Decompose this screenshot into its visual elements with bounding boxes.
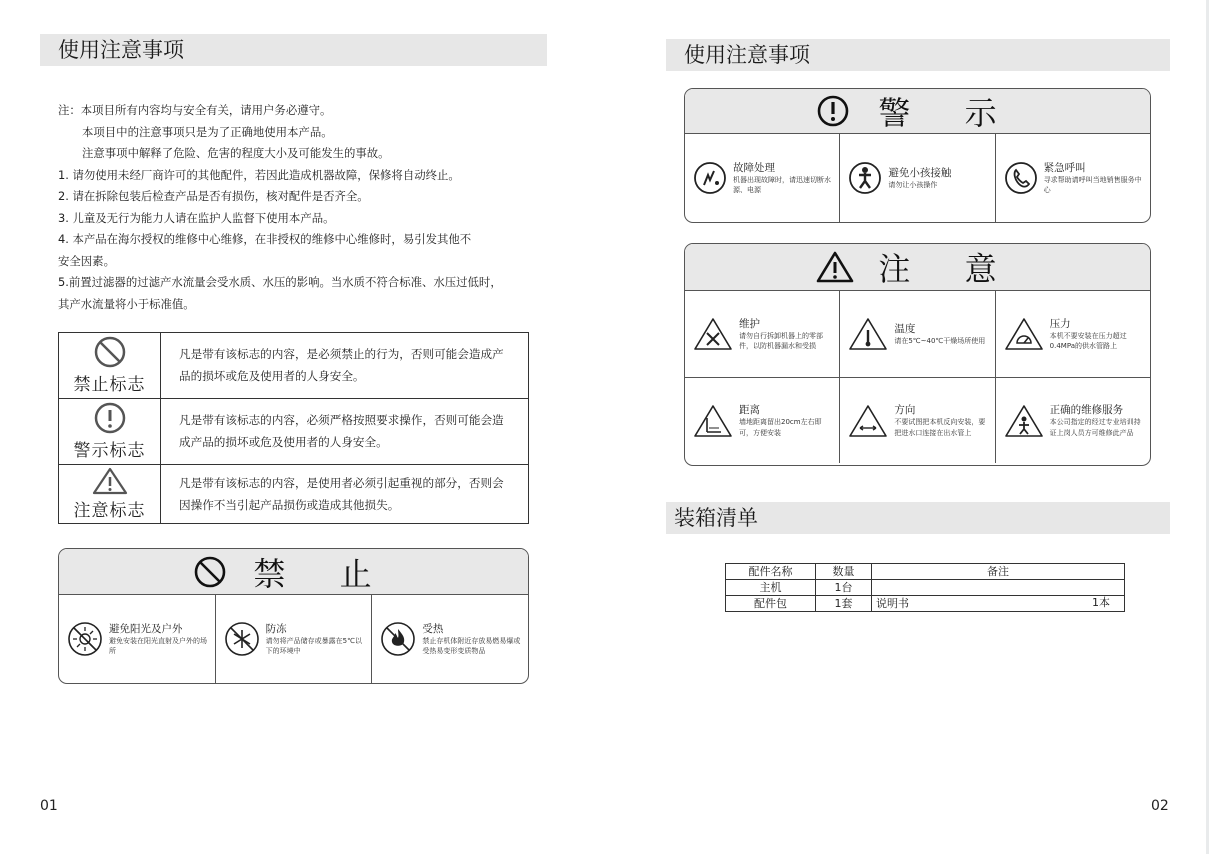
tools-icon <box>693 317 733 351</box>
note-line: 2. 请在拆除包装后检查产品是否有损伤，核对配件是否齐全。 <box>58 189 369 203</box>
caution-item-desc: 不要试图把本机反向安装，要把进水口连接在出水管上 <box>894 418 986 437</box>
note-line: 3. 儿童及无行为能力人请在监护人监督下使用本产品。 <box>58 210 335 225</box>
symbol-name: 注意标志 <box>73 500 146 521</box>
page-number: 02 <box>1151 798 1169 814</box>
forbid-item-title: 避免阳光及户外 <box>109 622 183 635</box>
forbid-item <box>372 595 528 683</box>
warning-items <box>685 134 1150 222</box>
caution-item <box>996 291 1150 377</box>
column-header: 备注 <box>872 564 1125 580</box>
section-heading: 使用注意事项 <box>666 39 1170 71</box>
table-row <box>726 596 1125 612</box>
part-qty: 1台 <box>816 580 872 596</box>
forbid-item-title: 受热 <box>422 622 444 635</box>
forbid-item <box>59 595 216 683</box>
exclamation-circle-icon <box>93 401 127 435</box>
symbol-cell <box>59 464 161 523</box>
caution-title: 注 意 <box>878 250 1019 288</box>
warning-item-title: 避免小孩接触 <box>888 166 952 179</box>
warning-title: 警 示 <box>878 94 1019 132</box>
symbol-legend-table <box>58 332 529 524</box>
forbid-title: 禁 止 <box>253 554 394 593</box>
symbol-description: 凡是带有该标志的内容，必须严格按照要求操作，否则可能会造成产品的损坏或危及使用者的人身安全。 <box>161 398 529 464</box>
warning-item <box>840 134 995 222</box>
caution-item-title: 温度 <box>894 322 916 335</box>
caution-item-title: 正确的维修服务 <box>1049 404 1124 416</box>
packing-list-table <box>725 563 1125 612</box>
note-qty: 1本 <box>1092 596 1110 609</box>
power-off-icon <box>693 161 727 195</box>
column-header: 数量 <box>816 564 872 580</box>
symbol-description: 凡是带有该标志的内容，是必须禁止的行为，否则可能会造成产品的损坏或危及使用者的人身安全。 <box>161 333 529 399</box>
note-line: 注：本项目所有内容均与安全有关，请用户务必遵守。 <box>58 103 332 117</box>
note-line: 5.前置过滤器的过滤产水流量会受水质、水压的影响。当水质不符合标准、水压过低时， <box>58 275 502 289</box>
caution-item-title: 维护 <box>739 317 760 330</box>
caution-items-row1 <box>685 291 1150 377</box>
caution-item-desc: 请在5℃~40℃干燥场所使用 <box>894 336 986 345</box>
caution-item <box>840 378 995 463</box>
prohibition-icon <box>93 335 127 369</box>
left-page <box>0 0 604 854</box>
caution-panel <box>684 243 1151 466</box>
distance-icon <box>693 404 733 438</box>
part-qty: 1套 <box>816 596 872 612</box>
child-icon <box>848 161 882 195</box>
warning-item-title: 紧急呼叫 <box>1043 161 1086 174</box>
forbid-item-desc: 禁止存机体附近存放易燃易爆或受热易变形变质物品 <box>422 636 521 655</box>
caution-item <box>996 378 1150 463</box>
symbol-cell <box>59 333 161 399</box>
warning-panel <box>684 88 1151 223</box>
warning-panel-header <box>685 89 1150 134</box>
note-line: 本项目中的注意事项只是为了正确地使用本产品。 <box>82 124 333 139</box>
caution-item-desc: 墙地距离留出20cm左右即可，方便安装 <box>739 418 822 437</box>
phone-icon <box>1004 161 1038 195</box>
warning-triangle-icon <box>92 467 128 495</box>
forbid-item <box>216 595 373 683</box>
warning-item-desc: 机器出现故障时，请迅速切断水源、电源 <box>733 175 831 194</box>
warning-item-desc: 请勿让小孩操作 <box>888 180 938 189</box>
caution-items-row2 <box>685 377 1150 463</box>
table-row <box>59 464 529 523</box>
caution-item-desc: 本公司指定的经过专业培训持证上岗人员方可维修此产品 <box>1049 418 1141 437</box>
symbol-name: 警示标志 <box>73 441 146 462</box>
serviceman-icon <box>1004 404 1044 438</box>
caution-item <box>840 291 995 377</box>
prohibition-icon <box>193 555 227 589</box>
caution-item-desc: 本机不要安装在压力超过0.4MPa的供水管路上 <box>1049 331 1127 350</box>
table-row <box>59 398 529 464</box>
warning-item <box>685 134 840 222</box>
no-freeze-icon <box>224 621 260 657</box>
symbol-description: 凡是带有该标志的内容，是使用者必须引起重视的部分，否则会因操作不当引起产品损伤或造成其他损失。 <box>161 464 529 523</box>
warning-item-title: 故障处理 <box>733 161 775 174</box>
caution-item-title: 距离 <box>739 404 760 416</box>
table-row <box>726 580 1125 596</box>
exclamation-circle-icon <box>816 94 850 128</box>
thermometer-icon <box>848 317 888 351</box>
part-note <box>872 580 1125 596</box>
table-row <box>59 333 529 399</box>
caution-item-desc: 请勿自行拆卸机器上的零部件，以防机器漏水和受损 <box>739 331 823 350</box>
column-header: 配件名称 <box>726 564 816 580</box>
caution-item <box>685 291 840 377</box>
note-line: 其产水流量将小于标准值。 <box>58 296 195 311</box>
no-sun-icon <box>67 621 103 657</box>
pressure-gauge-icon <box>1004 317 1044 351</box>
table-header-row <box>726 564 1125 580</box>
note-line: 安全因素。 <box>58 253 115 268</box>
note-line: 注意事项中解释了危险、危害的程度大小及可能发生的事故。 <box>82 146 390 160</box>
forbid-item-desc: 避免安装在阳光直射及户外的场所 <box>109 636 207 655</box>
caution-panel-header <box>685 244 1150 291</box>
symbol-cell <box>59 398 161 464</box>
warning-triangle-icon <box>816 251 854 283</box>
forbid-item-desc: 请勿将产品储存或暴露在5℃以下的环境中 <box>265 636 362 655</box>
part-name: 主机 <box>726 580 816 596</box>
notes-block <box>58 100 530 315</box>
note-line: 1. 请勿使用未经厂商许可的其他配件，若因此造成机器故障，保修将自动终止。 <box>58 167 460 182</box>
warning-item-desc: 寻求帮助请呼叫当地销售服务中心 <box>1043 175 1142 194</box>
warning-item <box>996 134 1150 222</box>
direction-icon <box>848 404 888 438</box>
caution-item-title: 压力 <box>1049 317 1071 330</box>
caution-item <box>685 378 840 463</box>
note-line: 4. 本产品在海尔授权的维修中心维修，在非授权的维修中心维修时，易引发其他不 <box>58 232 472 246</box>
forbid-panel <box>58 548 529 684</box>
packing-heading: 装箱清单 <box>666 502 1170 534</box>
forbid-items <box>59 595 528 683</box>
part-name: 配件包 <box>726 596 816 612</box>
no-fire-icon <box>380 621 416 657</box>
forbid-item-title: 防冻 <box>265 622 287 635</box>
part-note <box>872 596 1125 612</box>
page-number: 01 <box>40 798 58 814</box>
forbid-panel-header <box>59 549 528 595</box>
section-heading: 使用注意事项 <box>40 34 547 66</box>
caution-item-title: 方向 <box>894 404 916 416</box>
symbol-name: 禁止标志 <box>73 375 146 396</box>
note-text: 说明书 <box>876 596 909 610</box>
